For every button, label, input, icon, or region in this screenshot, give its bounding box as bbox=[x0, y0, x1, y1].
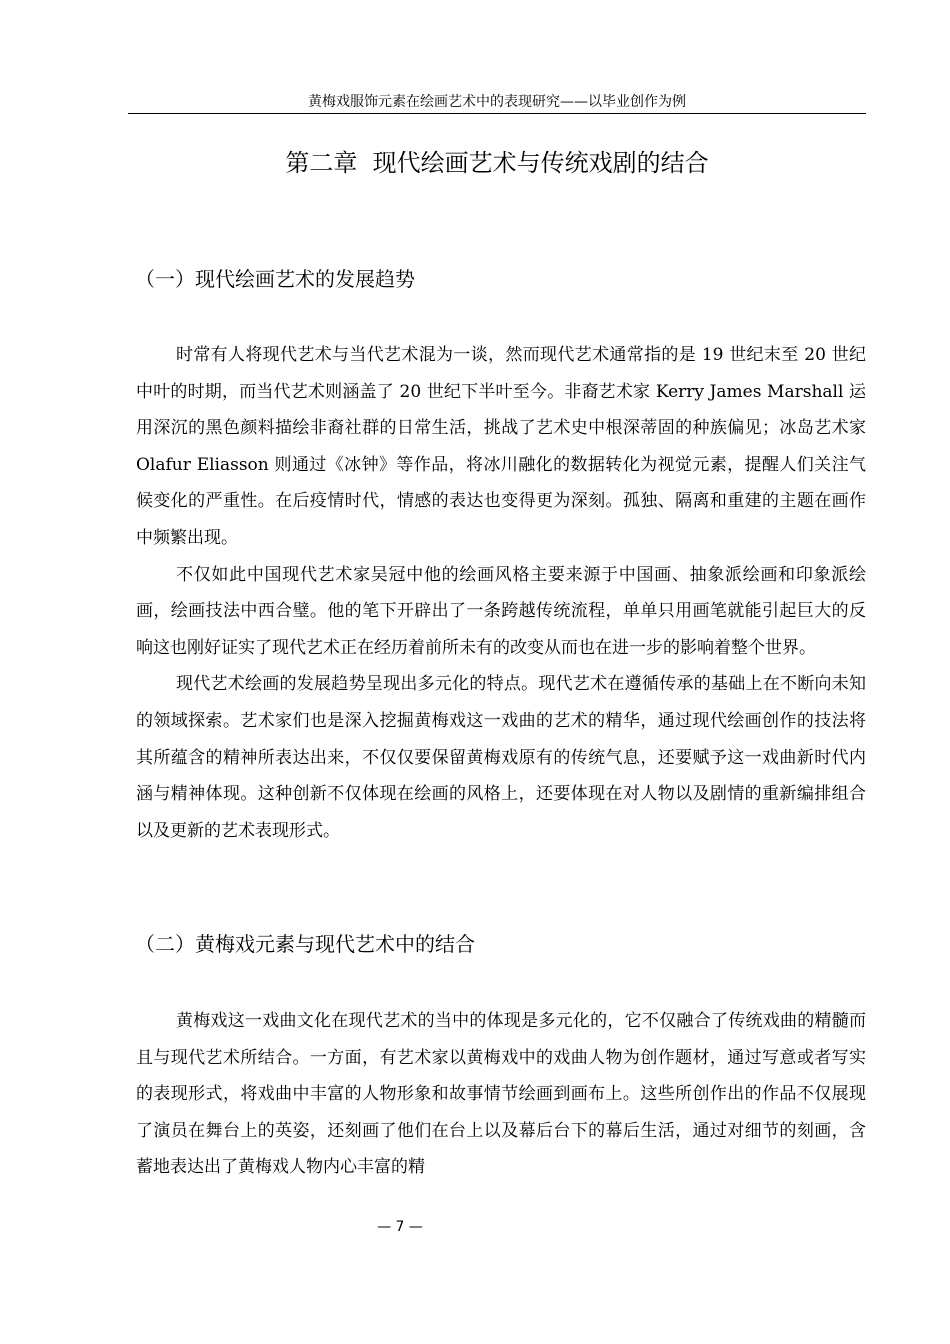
section-2-body bbox=[136, 1003, 866, 1186]
section-heading-2: （二）黄梅戏元素与现代艺术中的结合 bbox=[135, 932, 475, 956]
paragraph: 不仅如此中国现代艺术家吴冠中他的绘画风格主要来源于中国画、抽象派绘画和印象派绘画，绘画技法中西合璧。他的笔下开辟出了一条跨越传统流程，单单只用画笔就能引起巨大的反响这也刚好证实了现代艺术正在经历着前所未有的改变从而也在进一步的影响着整个世界。 bbox=[136, 564, 866, 658]
section-1-body bbox=[136, 337, 866, 849]
running-header: 黄梅戏服饰元素在绘画艺术中的表现研究——以毕业创作为例 bbox=[308, 94, 686, 110]
paragraph: 现代艺术绘画的发展趋势呈现出多元化的特点。现代艺术在遵循传承的基础上在不断向未知的领域探索。艺术家们也是深入挖掘黄梅戏这一戏曲的艺术的精华，通过现代绘画创作的技法将其所蕴含的精神所表达出来，不仅仅要保留黄梅戏原有的传统气息，还要赋予这一戏曲新时代内涵与精神体现。这种创新不仅体现在绘画的风格上，还要体现在对人物以及剧情的重新编排组合以及更新的艺术表现形式。 bbox=[136, 674, 866, 841]
paragraph: 黄梅戏这一戏曲文化在现代艺术的当中的体现是多元化的，它不仅融合了传统戏曲的精髓而且与现代艺术所结合。一方面，有艺术家以黄梅戏中的戏曲人物为创作题材，通过写意或者写实的表现形式，将戏曲中丰富的人物形象和故事情节绘画到画布上。这些所创作出的作品不仅展现了演员在舞台上的英姿，还刻画了他们在台上以及幕后台下的幕后生活，通过对细节的刻画，含蓄地表达出了黄梅戏人物内心丰富的精 bbox=[136, 1011, 866, 1178]
section-heading-1: （一）现代绘画艺术的发展趋势 bbox=[135, 267, 415, 291]
page-number: — 7 — bbox=[377, 1219, 423, 1235]
paragraph: 时常有人将现代艺术与当代艺术混为一谈，然而现代艺术通常指的是 19 世纪末至 20 世纪中叶的时期，而当代艺术则涵盖了 20 世纪下半叶至今。非裔艺术家 Kerry James Marshall 运用深沉的黑色颜料描绘非裔社群的日常生活，挑战了艺术史中根深蒂固的种族偏见；冰岛艺术家 Olafur Eliasson 则通过《冰钟》等作品，将冰川融化的数据转化为视觉元素，提醒人们关注气候变化的严重性。在后疫情时代，情感的表达也变得更为深刻。孤独、隔离和重建的主题在画作中频繁出现。 bbox=[136, 345, 866, 548]
header-rule bbox=[128, 113, 866, 114]
chapter-title: 第二章 现代绘画艺术与传统戏剧的结合 bbox=[285, 149, 709, 177]
